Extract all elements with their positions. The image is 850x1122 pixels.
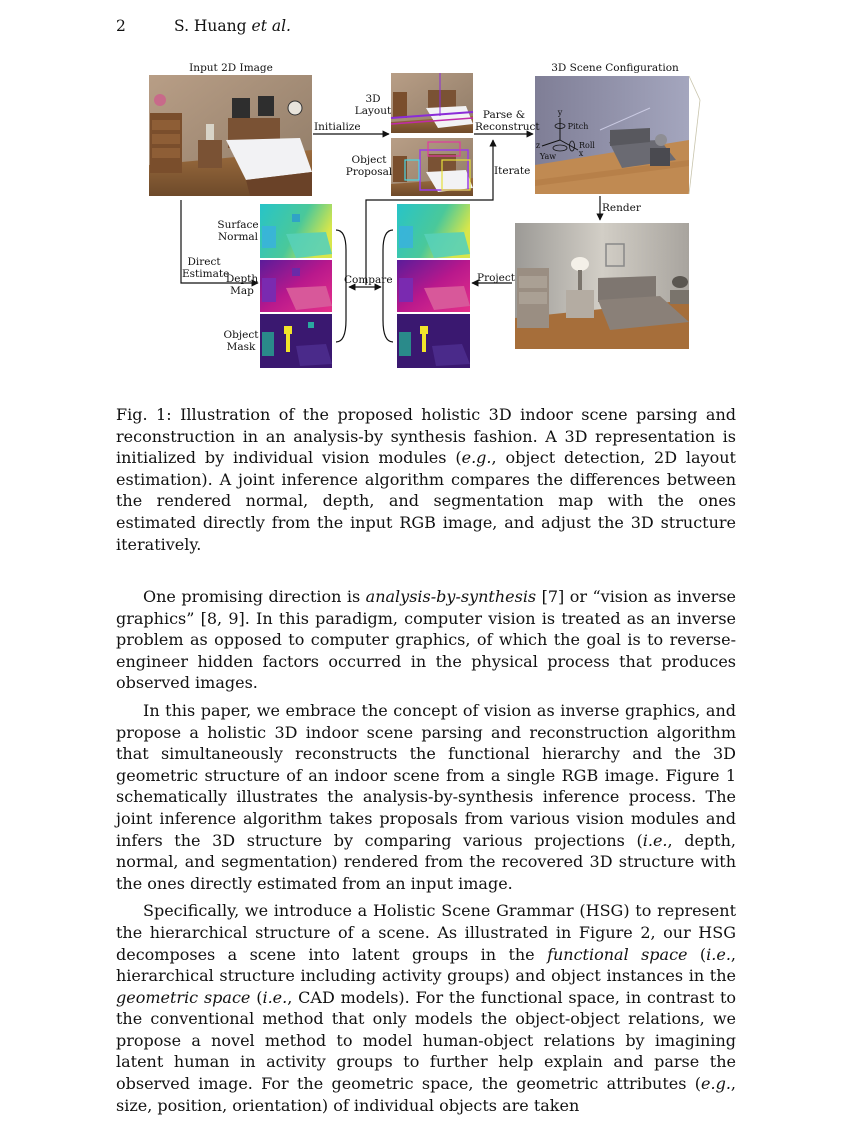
p2-text-b: , depth, normal, and segmentation) rendered from the recovered 3D structure with the ones directly estimated from an input image. [116,830,736,893]
direct-object-mask [260,314,332,368]
page-number: 2 [116,17,126,35]
label-surface-line2: Normal [217,231,259,243]
paragraph-2 [116,700,736,894]
rendered-image [515,223,689,349]
object-proposal-image [391,138,473,196]
render-depth-map [397,260,470,312]
label-mask-line2: Mask [226,341,256,353]
p1-text-b: [7] or “vision as inverse graphics” [8, 9]. In this paradigm, computer vision is treated as an inverse problem as opposed to computer graphics, of which the goal is to reverse-engineer hidden factors occurred in the physical process that produces observed images. [116,587,736,693]
p1-text-a: One promising direction is [143,587,366,606]
left-bracket [336,230,346,342]
label-object-proposal [344,154,394,178]
p3-text-c: , hierarchical structure including activity groups) and object instances in the [116,944,737,986]
label-scene-configuration: 3D Scene Configuration [551,62,679,74]
render-object-mask [397,314,470,368]
p2-emphasis: i.e. [642,830,668,850]
author-et-al: et al. [251,17,291,35]
label-axis-x: x [578,149,584,158]
p3-text-a: Specifically, we introduce a Holistic Scene Grammar (HSG) to represent the hierarchical structure of a scene. As illustrated in Figure 2, our HSG decomposes a scene into latent groups in the [116,901,736,964]
direct-depth-map [260,260,332,312]
label-initialize: Initialize [314,121,361,133]
label-compare: Compare [344,274,393,286]
label-direct-line1: Direct [187,256,221,268]
scene-configuration-image [535,76,700,194]
label-render: Render [602,202,641,214]
label-object-mask [222,329,260,353]
label-direct-estimate [182,256,230,280]
label-input-image: Input 2D Image [189,62,273,74]
label-3d-layout [350,93,396,117]
caption-text-2: , object detection, 2D layout estimation). A joint inference algorithm compares the differences between the rendered normal, depth, and segmentation map with the ones estimated directly from the input RGB image, and adjust the 3D structure iteratively. [116,448,736,554]
p3-text-f: , size, position, orientation) of individual objects are taken [116,1074,736,1115]
p3-emphasis-5: e.g. [701,1074,731,1094]
layout-image [391,73,473,133]
p1-emphasis: analysis-by-synthesis [365,587,537,606]
label-depth-map [224,273,260,297]
label-mask-line1: Object [223,329,259,341]
author-name: S. Huang [174,17,247,35]
label-pitch: Pitch [567,122,589,131]
caption-eg: e.g. [461,448,492,468]
direct-surface-normal [260,204,332,258]
pipeline-diagram [0,0,850,390]
label-3d-layout-line1: 3D [365,93,381,105]
p3-text-d: ( [250,987,263,1007]
p3-emphasis-1: functional space [547,944,688,964]
label-surface-normal [216,219,260,243]
right-bracket [383,230,393,342]
label-parse-line1: Parse & [482,109,526,121]
label-iterate: Iterate [494,165,531,177]
paragraph-3 [116,900,736,1116]
paragraph-1 [116,586,736,694]
body-text [116,586,736,1122]
caption-paragraph [116,404,736,555]
label-depth-line2: Map [230,285,254,297]
p3-emphasis-2: i.e. [706,944,731,964]
p3-text-e: , CAD models). For the functional space, in contrast to the conventional method that only models the object-object relations, we propose a novel method to model human-object relations by imagining latent human in activity groups to further help explain and parse the observed image. For the geometric space, the geometric attributes ( [116,987,737,1094]
caption-text-1: Illustration of the proposed holistic 3D indoor scene parsing and reconstruction in an analysis-by synthesis fashion. A 3D representation is initialized by individual vision modules ( [116,405,737,468]
p2-text-a: In this paper, we embrace the concept of vision as inverse graphics, and propose a holistic 3D indoor scene parsing and reconstruction algorithm that simultaneously reconstructs the functional hierarchy and the 3D geometric structure of an indoor scene from a single RGB image. Figure 1 schematically illustrates the analysis-by-synthesis inference process. The joint inference algorithm takes proposals from various vision modules and infers the 3D structure by comparing various projections ( [116,700,736,850]
input-image [149,75,312,196]
label-axis-y: y [557,108,563,117]
label-surface-line1: Surface [217,219,259,231]
label-yaw: Yaw [539,152,557,161]
label-parse-reconstruct [475,109,540,133]
render-surface-normal [397,204,470,258]
p3-emphasis-4: i.e. [262,987,288,1007]
figure-1 [0,0,850,390]
figure-caption [116,404,736,555]
label-axis-z: z [535,141,541,150]
label-roll: Roll [579,141,595,150]
label-direct-line2: Estimate [182,268,230,280]
p3-text-b: ( [687,944,707,964]
label-object-proposal-line2: Proposal [345,166,393,178]
label-3d-layout-line2: Layout [354,105,392,117]
label-parse-line2: Reconstruct [475,121,540,133]
p3-emphasis-3: geometric space [116,987,251,1007]
label-object-proposal-line1: Object [351,154,387,166]
label-depth-line1: Depth [225,273,259,285]
caption-label: Fig. 1: [116,405,172,424]
label-project: Project [477,272,515,284]
